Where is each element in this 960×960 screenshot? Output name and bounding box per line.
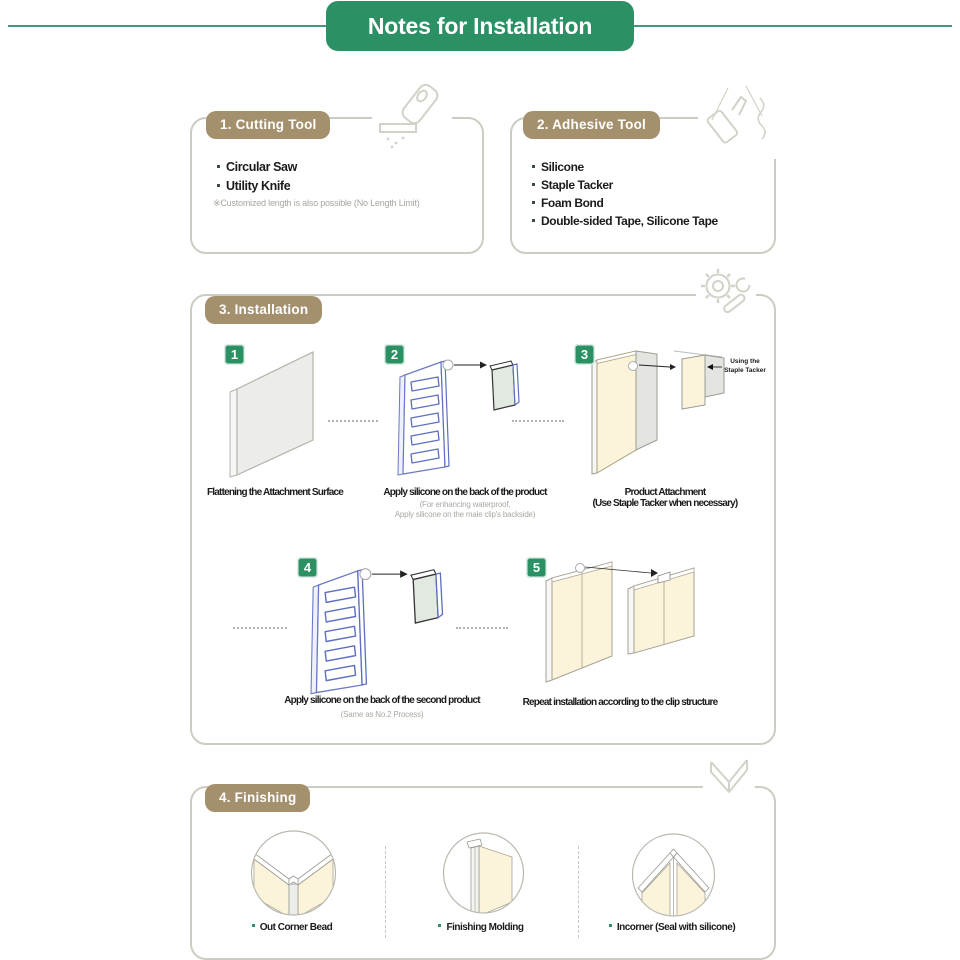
- utility-knife-icon: [372, 84, 452, 157]
- cutting-item-0: Circular Saw: [217, 160, 297, 174]
- step-4-subcaption: (Same as No.2 Process): [340, 710, 424, 719]
- corner-bead-icon: [703, 758, 755, 813]
- finishing-item-0: Out Corner Bead: [212, 922, 372, 933]
- glue-gun-icon: [698, 86, 776, 159]
- step-1-caption: Flattening the Attachment Surface: [206, 487, 344, 498]
- section-cutting-label: 1. Cutting Tool: [206, 111, 330, 139]
- step-2-subcaption-2: Apply silicone on the male clip's backside): [394, 510, 536, 519]
- bullet-dot: [532, 219, 535, 222]
- arrow-right: [454, 362, 487, 369]
- step-5-caption: Repeat installation according to the clip structure: [522, 697, 718, 708]
- step-1-panel-illustration: [225, 347, 325, 482]
- bullet-dot: [532, 183, 535, 186]
- step-5-repeat-illustration: [522, 556, 772, 691]
- installed-panels: [546, 562, 612, 682]
- out-corner-bead-illustration: [246, 827, 341, 922]
- gear-wrench-icon: [696, 264, 756, 329]
- finishing-item-1: Finishing Molding: [401, 922, 561, 933]
- adhesive-item-3: Double-sided Tape, Silicone Tape: [532, 214, 718, 228]
- finishing-molding-illustration: [436, 829, 531, 924]
- bullet-dot: [438, 924, 441, 927]
- next-panels: [628, 568, 694, 654]
- bullet-dot: [609, 924, 612, 927]
- section-finishing-label: 4. Finishing: [205, 784, 310, 812]
- staple-detail: [674, 351, 724, 409]
- staple-tacker-annotation: Using the Staple Tacker: [724, 358, 766, 374]
- bullet-dot: [217, 165, 220, 168]
- bullet-dot: [252, 924, 255, 927]
- step-2-badge: 2: [384, 344, 405, 365]
- callout-circle: [360, 569, 371, 580]
- vertical-divider: [578, 846, 579, 938]
- dotted-connector: [456, 627, 508, 629]
- callout-circle: [576, 564, 585, 573]
- dotted-connector: [233, 627, 287, 629]
- page-title: Notes for Installation: [367, 12, 593, 39]
- vertical-divider: [385, 846, 386, 938]
- section-adhesive-label: 2. Adhesive Tool: [523, 111, 660, 139]
- step-5-badge: 5: [526, 557, 547, 578]
- bullet-dot: [217, 184, 220, 187]
- adhesive-item-0: Silicone: [532, 160, 584, 174]
- adhesive-item-2: Foam Bond: [532, 196, 603, 210]
- step-2-caption: Apply silicone on the back of the product: [383, 487, 547, 498]
- step-3-badge: 3: [574, 344, 595, 365]
- adhesive-item-1: Staple Tacker: [532, 178, 613, 192]
- step-1-badge: 1: [224, 344, 245, 365]
- bullet-dot: [532, 201, 535, 204]
- incorner-illustration: [626, 830, 721, 925]
- callout-circle: [443, 360, 453, 370]
- cutting-note: ※Customized length is also possible (No Length Limit): [213, 198, 420, 208]
- step-4-badge: 4: [297, 557, 318, 578]
- arrow-right: [372, 570, 408, 578]
- bullet-dot: [532, 165, 535, 168]
- section-installation-label: 3. Installation: [205, 296, 322, 324]
- step-2-subcaption-1: (For enhancing waterproof,: [419, 500, 511, 509]
- step-3-caption-2: (Use Staple Tacker when necessary): [592, 498, 738, 509]
- page-title-badge: [326, 1, 634, 51]
- finishing-item-2: Incorner (Seal with silicone): [582, 922, 762, 933]
- step-4-caption: Apply silicone on the back of the second product: [284, 695, 480, 706]
- cutting-item-1: Utility Knife: [217, 179, 290, 193]
- dotted-connector: [328, 420, 378, 422]
- callout-circle: [629, 362, 638, 371]
- clip-product: [411, 570, 443, 623]
- step-3-caption: Product Attachment: [624, 487, 706, 498]
- clip-product: [490, 361, 519, 410]
- step-2-silicone-illustration: [388, 352, 523, 502]
